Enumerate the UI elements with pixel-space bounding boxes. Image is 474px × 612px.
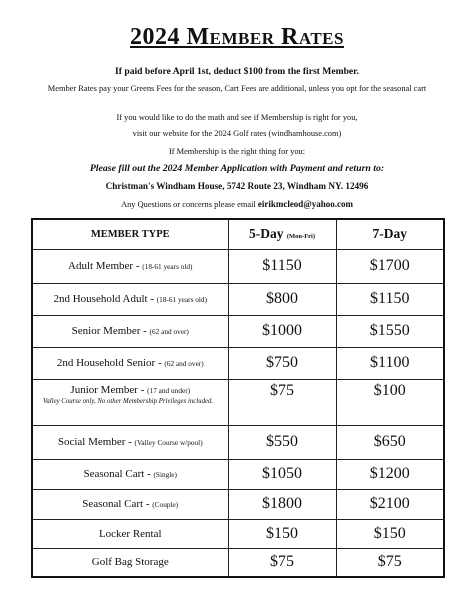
header-five-day: 5-Day (Mon-Fri): [228, 219, 336, 249]
table-row: [32, 379, 444, 425]
mailing-address: Christman's Windham House, 5742 Route 23, Windham NY. 12496: [105, 181, 369, 191]
table-row: [32, 315, 444, 347]
five-day-price: $150: [228, 519, 336, 548]
member-type-cell: Golf Bag Storage: [32, 548, 228, 577]
seven-day-price: $2100: [336, 489, 444, 519]
five-day-price: $1800: [228, 489, 336, 519]
five-day-price: $75: [228, 379, 336, 425]
fill-out-instruction: Please fill out the 2024 Member Application with Payment and return to:: [89, 163, 385, 174]
five-day-price: $75: [228, 548, 336, 577]
member-type-cell: Senior Member - (62 and over): [32, 315, 228, 347]
junior-restriction-note: Valley Course only, No other Membership Privileges included.: [43, 397, 214, 405]
rates-table: [31, 218, 445, 578]
table-row: [32, 459, 444, 489]
table-row: [32, 347, 444, 379]
member-type-cell: Seasonal Cart - (Couple): [32, 489, 228, 519]
page-title: 2024 Member Rates: [130, 24, 344, 50]
seven-day-price: $75: [336, 548, 444, 577]
member-type-cell: Seasonal Cart - (Single): [32, 459, 228, 489]
math-note: If you would like to do the math and see if Membership is right for you,: [116, 113, 358, 122]
fees-note: Member Rates pay your Greens Fees for the season, Cart Fees are additional, unless you opt for the seasonal cart: [47, 84, 427, 93]
member-type-cell: Adult Member - (18-61 years old): [32, 249, 228, 283]
seven-day-price: $1100: [336, 347, 444, 379]
seven-day-price: $1200: [336, 459, 444, 489]
header-seven-day: 7-Day: [336, 219, 444, 249]
five-day-price: $800: [228, 283, 336, 315]
five-day-price: $1150: [228, 249, 336, 283]
seven-day-price: $100: [336, 379, 444, 425]
member-type-cell: 2nd Household Senior - (62 and over): [32, 347, 228, 379]
seven-day-price: $1700: [336, 249, 444, 283]
table-row: [32, 283, 444, 315]
table-row: [32, 548, 444, 577]
member-type-cell: 2nd Household Adult - (18-61 years old): [32, 283, 228, 315]
contact-email: eirikmcleod@yahoo.com: [257, 199, 353, 209]
table-row: [32, 489, 444, 519]
table-row: [32, 425, 444, 459]
five-day-price: $750: [228, 347, 336, 379]
member-type-cell: Locker Rental: [32, 519, 228, 548]
discount-note: If paid before April 1st, deduct $100 from the first Member.: [115, 66, 359, 77]
seven-day-price: $150: [336, 519, 444, 548]
five-day-price: $550: [228, 425, 336, 459]
right-thing-note: If Membership is the right thing for you:: [168, 147, 306, 156]
member-type-cell: Social Member - (Valley Course w/pool): [32, 425, 228, 459]
table-row: [32, 519, 444, 548]
seven-day-price: $1550: [336, 315, 444, 347]
five-day-price: $1000: [228, 315, 336, 347]
member-type-cell: Junior Member - (17 and under) Valley Course only, No other Membership Privileges included.: [32, 379, 228, 425]
five-day-price: $1050: [228, 459, 336, 489]
seven-day-price: $650: [336, 425, 444, 459]
table-header-row: [32, 219, 444, 249]
header-member-type: MEMBER TYPE: [32, 219, 228, 249]
seven-day-price: $1150: [336, 283, 444, 315]
contact-line: Any Questions or concerns please email eirikmcleod@yahoo.com: [121, 199, 353, 209]
table-row: [32, 249, 444, 283]
website-note: visit our website for the 2024 Golf rates (windhamhouse.com): [132, 129, 342, 138]
